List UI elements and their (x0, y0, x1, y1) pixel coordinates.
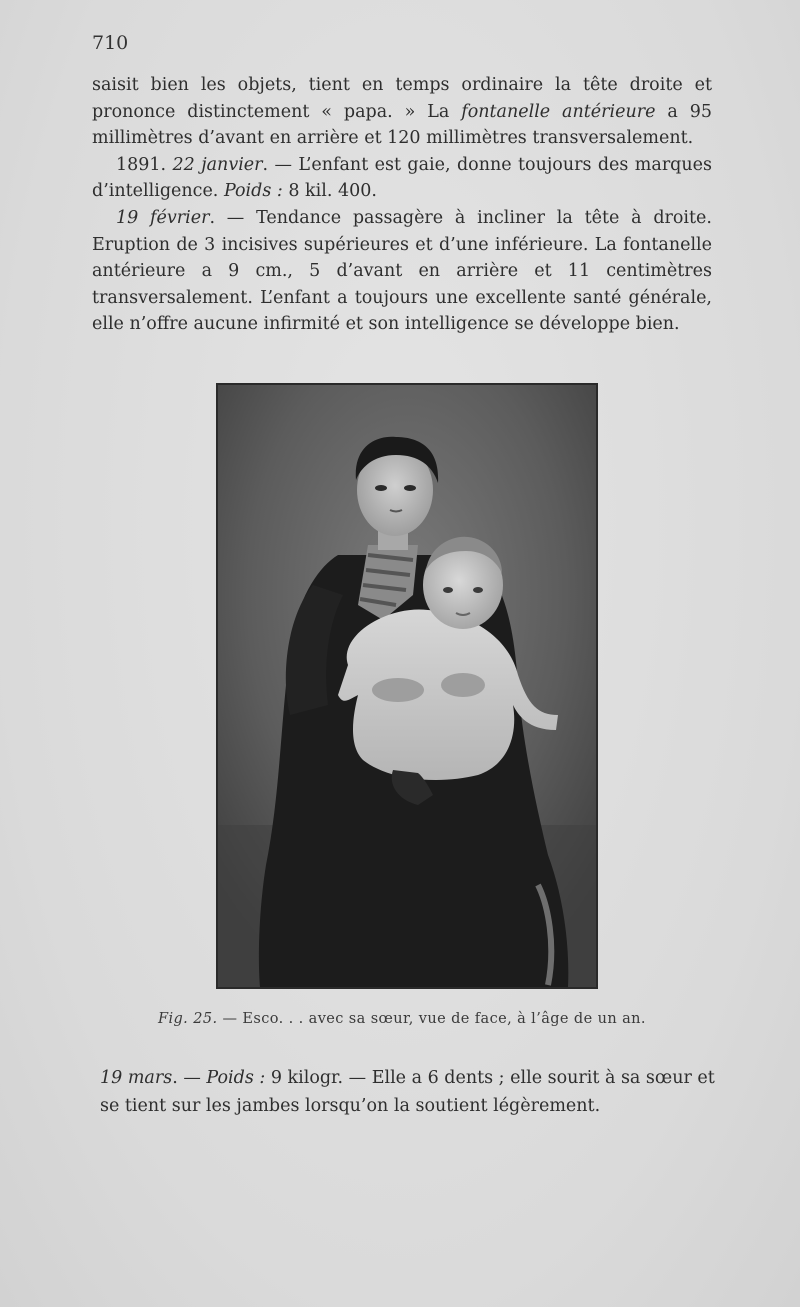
text-run: . — (172, 1068, 207, 1088)
main-text (92, 72, 712, 338)
photograph-image (218, 385, 596, 987)
paragraph-continuation (92, 72, 712, 152)
figure-caption (158, 1011, 646, 1027)
closing-text (100, 1064, 720, 1120)
text-run: . — Tendance passagère à incliner la tête à droite. Eruption de 3 incisives supérieures et d’une inférieure. La fontanelle antérieure a 9 cm., 5 d’avant en arrière et 11 centimètres transversalement. L’enfant a toujours une excellente santé générale, elle n’offre aucune infirmité et son intelligence se développe bien. (92, 207, 712, 335)
italic-text-run: Poids : (206, 1068, 266, 1088)
figure-caption-text: — Esco. . . avec sa sœur, vue de face, à l’âge de un an. (217, 1011, 646, 1027)
italic-text-run: fontanelle antérieure (461, 101, 656, 122)
text-run: 9 kilogr. — Elle a 6 dents ; elle sourit à sa sœur et se tient sur les jambes lorsqu’on la soutient légèrement. (100, 1068, 715, 1116)
paragraph-entry-january (92, 152, 712, 205)
figure-label: Fig. 25. (158, 1011, 218, 1027)
text-run: saisit bien les objets, tient en temps ordinaire la tête droite et prononce distinctement « papa. » La (92, 75, 712, 122)
text-run: . — L’enfant est gaie, donne toujours des marques d’intelligence. (92, 154, 712, 202)
text-run: 1891. (116, 154, 173, 175)
page-number: 710 (92, 32, 129, 54)
paragraph-entry-february (92, 205, 712, 338)
photograph-figure (216, 383, 598, 989)
italic-text-run: Poids : (223, 181, 283, 202)
paragraph-entry-march (100, 1064, 720, 1120)
italic-text-run: 19 mars (100, 1068, 173, 1088)
text-run: 8 kil. 400. (282, 181, 377, 202)
text-run: a 95 millimètres d’avant en arrière et 120 millimètres transversalement. (92, 101, 712, 149)
italic-text-run: 19 février (116, 207, 210, 228)
italic-text-run: 22 janvier (172, 154, 263, 175)
